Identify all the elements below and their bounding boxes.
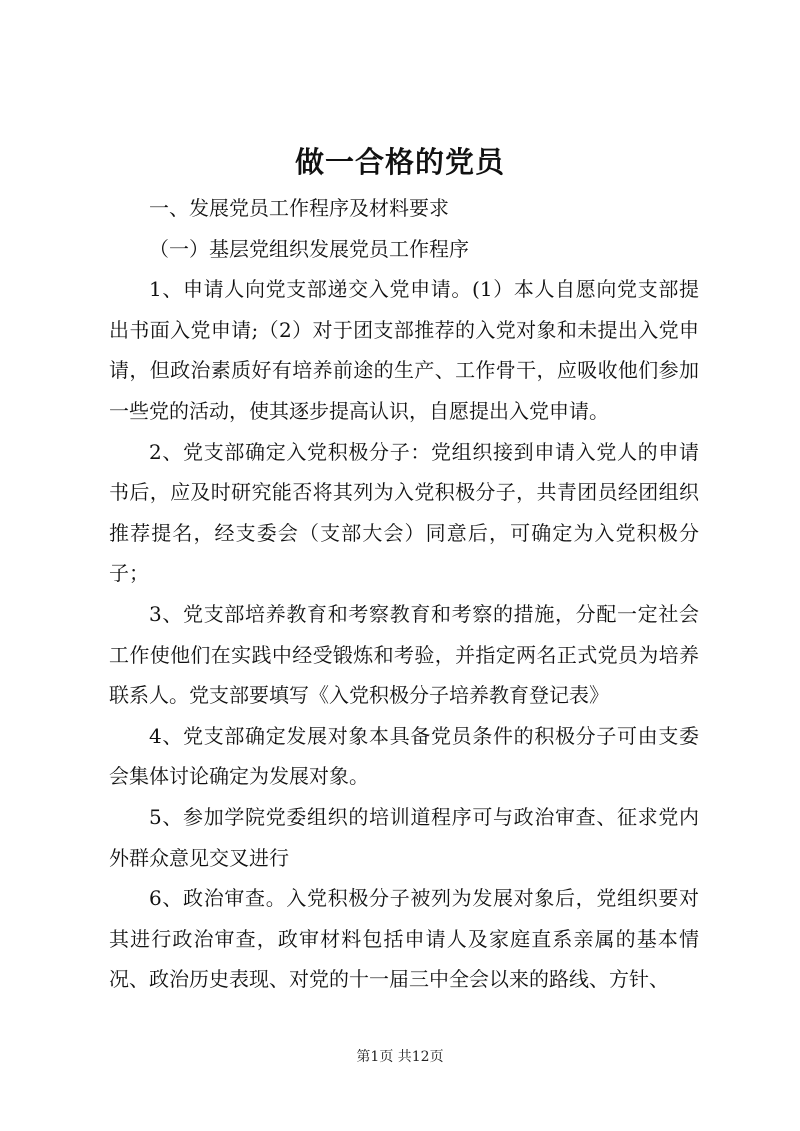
paragraph-step-1: 1、申请人向党支部递交入党申请。(1）本人自愿向党支部提出书面入党申请;（2）对于团支部推荐的入党对象和未提出入党申请，但政治素质好有培养前途的生产、工作骨干，应吸收他们参加一些党的活动，使其逐步提高认识，自愿提出入党申请。 bbox=[109, 277, 699, 423]
document-body bbox=[109, 188, 699, 1000]
paragraph-step-4: 4、党支部确定发展对象本具备党员条件的积极分子可由支委会集体讨论确定为发展对象。 bbox=[109, 723, 699, 789]
paragraph-step-6: 6、政治审查。入党积极分子被列为发展对象后，党组织要对其进行政治审查，政审材料包括申请人及家庭直系亲属的基本情况、政治历史表现、对党的十一届三中全会以来的路线、方针、 bbox=[109, 886, 699, 992]
document-title: 做一合格的党员 bbox=[294, 145, 505, 179]
paragraph-step-2: 2、党支部确定入党积极分子：党组织接到申请入党人的申请书后，应及时研究能否将其列为入党积极分子，共青团员经团组织推荐提名，经支委会（支部大会）同意后，可确定为入党积极分子； bbox=[109, 439, 699, 586]
paragraph-step-5: 5、参加学院党委组织的培训道程序可与政治审查、征求党内外群众意见交叉进行 bbox=[109, 804, 699, 870]
page-number-footer: 第1页 共12页 bbox=[356, 1049, 444, 1065]
subsection-heading: （一）基层党组织发展党员工作程序 bbox=[149, 236, 469, 261]
paragraph-step-3: 3、党支部培养教育和考察教育和考察的措施，分配一定社会工作使他们在实践中经受锻炼和考验，并指定两名正式党员为培养联系人。党支部要填写《入党积极分子培养教育登记表》 bbox=[109, 601, 699, 708]
section-heading: 一、发展党员工作程序及材料要求 bbox=[149, 196, 449, 220]
